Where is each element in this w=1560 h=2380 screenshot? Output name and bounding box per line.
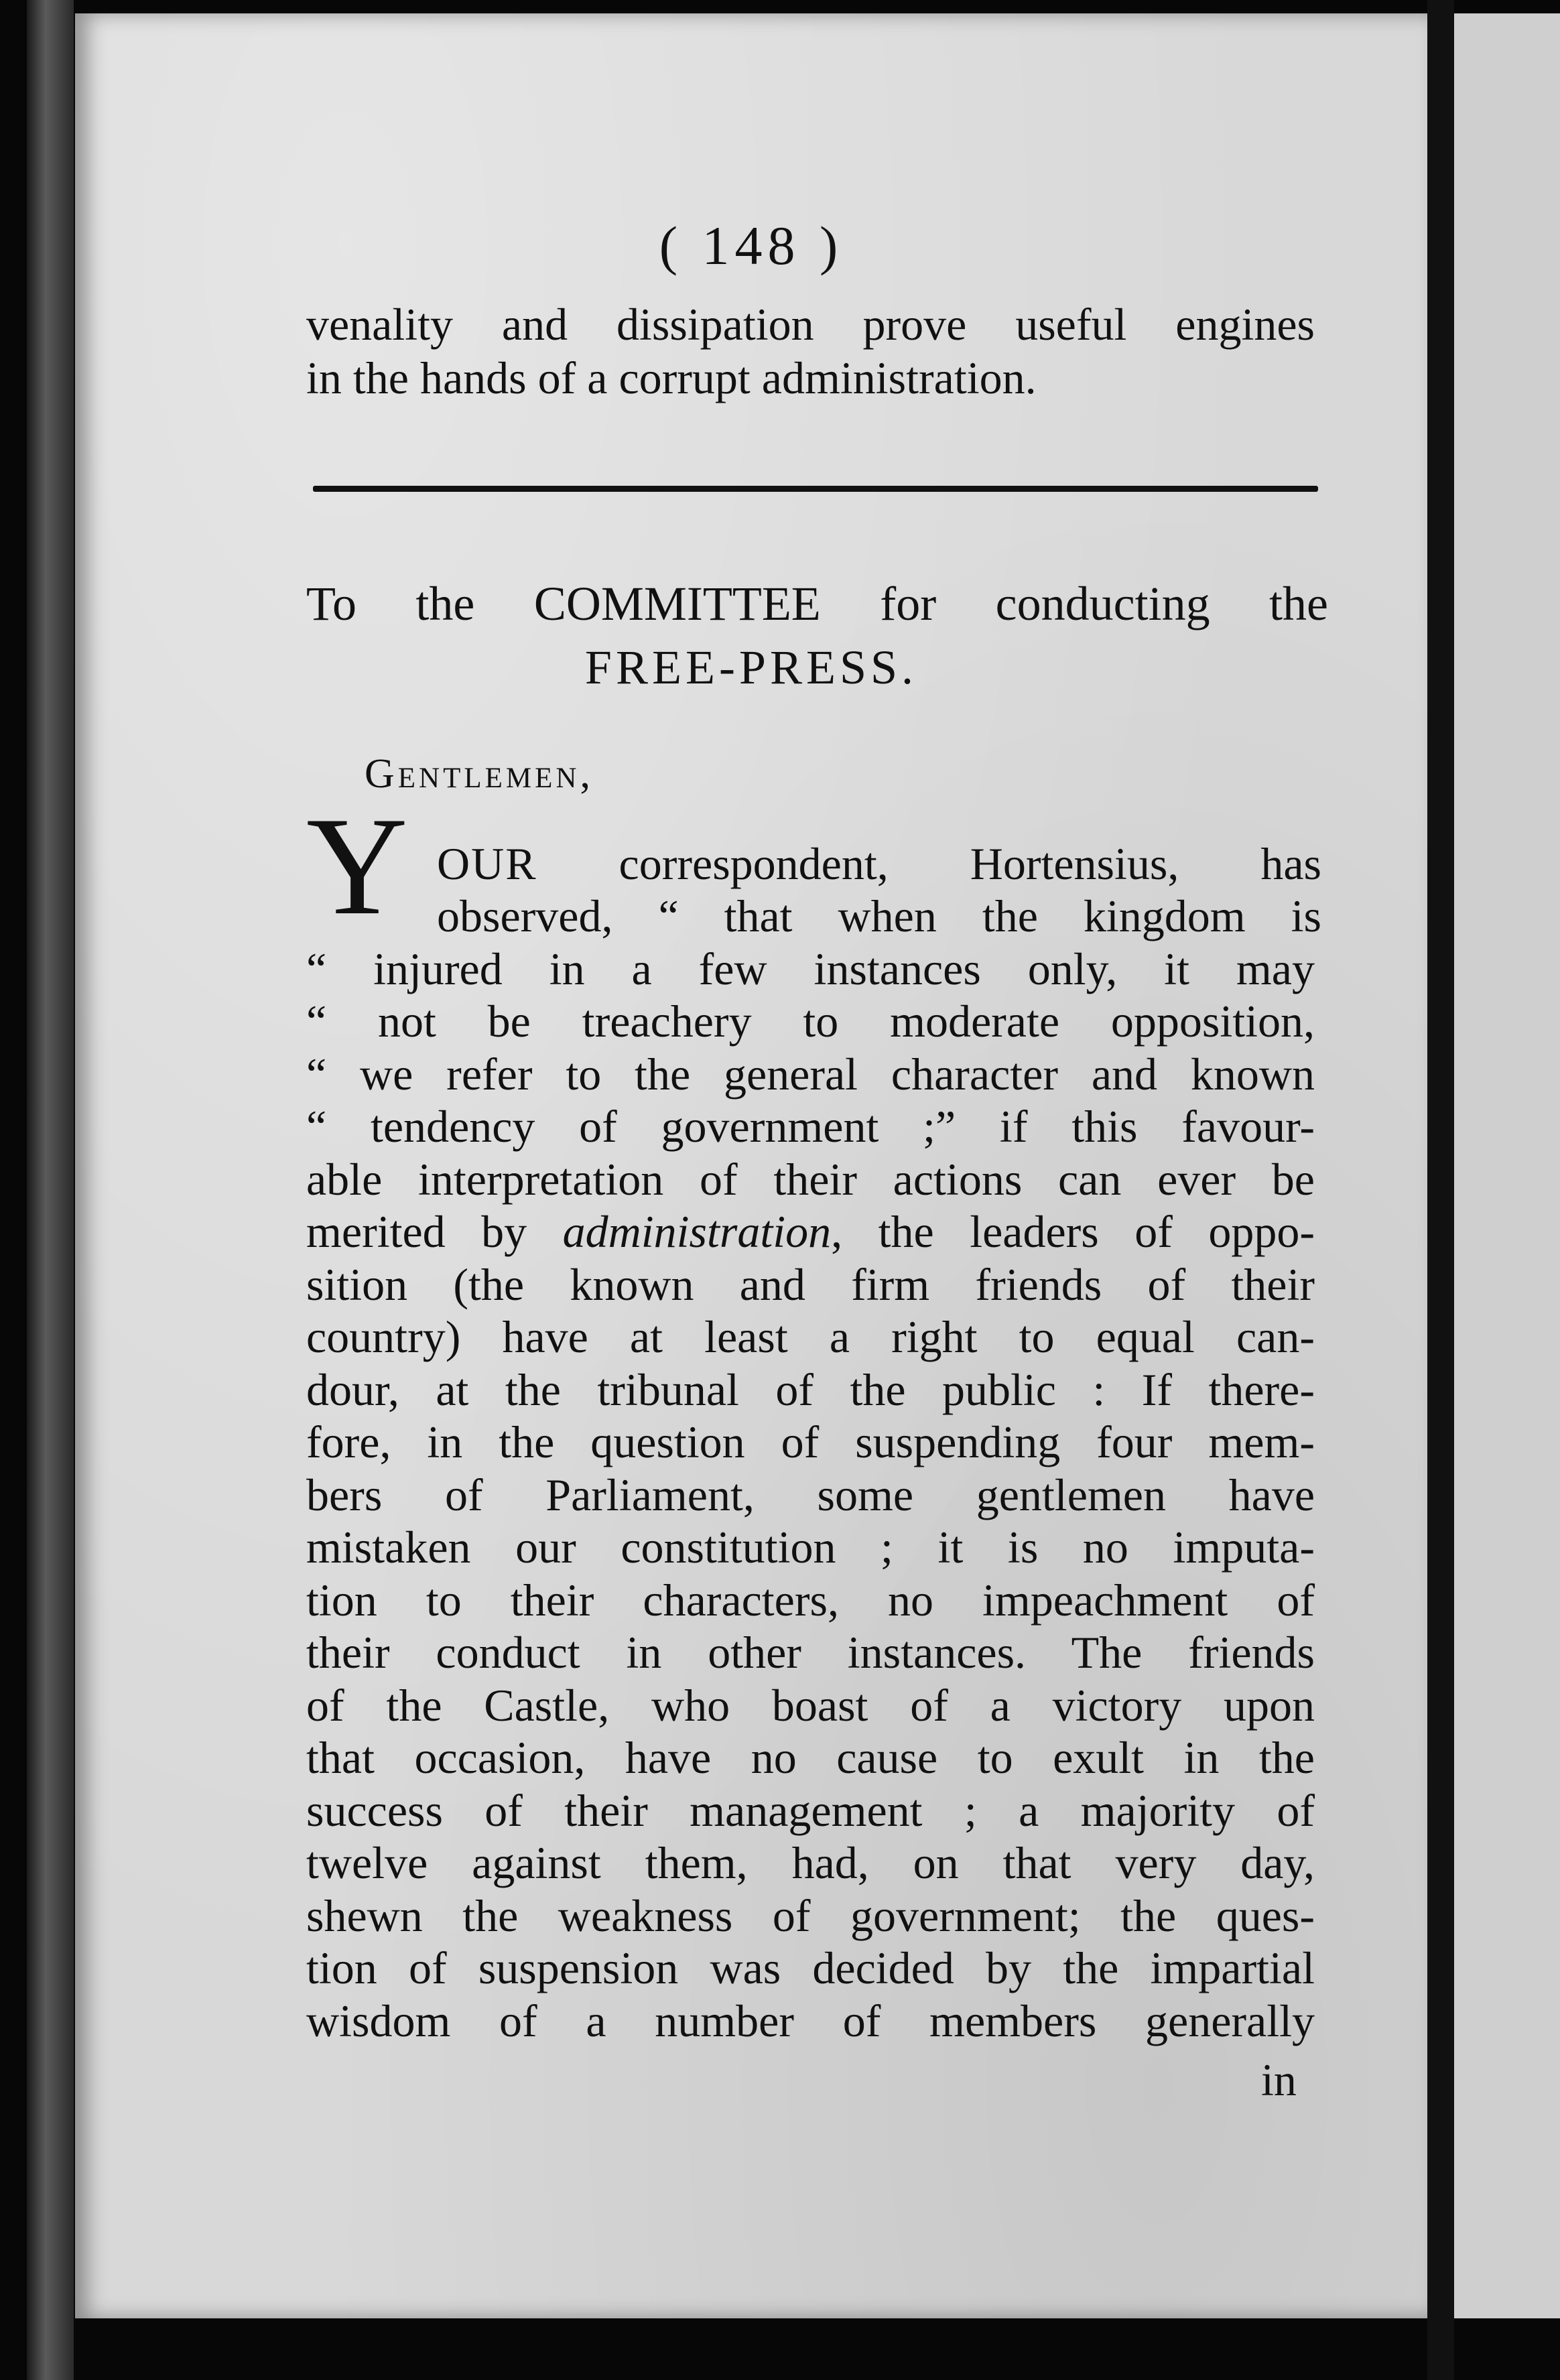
page-number: ( 148 )	[659, 215, 844, 276]
adjacent-page-edge	[1454, 13, 1560, 2318]
letter-heading-line-2: FREE-PRESS.	[584, 641, 918, 694]
body-line-7: able interpretation of their actions can ever be	[306, 1154, 1315, 1205]
body-line-22: tion of suspension was decided by the impartial	[306, 1942, 1315, 1993]
body-line-8-end: , the leaders of oppo-	[831, 1206, 1315, 1257]
body-line-1	[437, 838, 1321, 890]
body-line-2: observed, “ that when the kingdom is	[437, 890, 1321, 941]
body-line-4: “ not be treachery to moderate opposition,	[306, 996, 1315, 1047]
body-line-3: “ injured in a few instances only, it may	[306, 943, 1315, 994]
book-binding	[27, 0, 74, 2380]
body-line-6: “ tendency of government ;” if this favour-	[306, 1101, 1315, 1152]
body-line-5: “ we refer to the general character and known	[306, 1049, 1315, 1100]
body-line-16: their conduct in other instances. The friends	[306, 1627, 1315, 1678]
body-line-10: country) have at least a right to equal can-	[306, 1311, 1315, 1362]
body-line-20: twelve against them, had, on that very day,	[306, 1837, 1315, 1888]
body-first-word: OUR	[437, 838, 537, 889]
body-line-23: wisdom of a number of members generally	[306, 1995, 1315, 2046]
section-divider-rule	[313, 486, 1318, 492]
italic-word-administration: administration	[562, 1206, 832, 1257]
opening-line-2: in the hands of a corrupt administration.	[306, 352, 1037, 403]
body-line-11: dour, at the tribunal of the public : If there-	[306, 1364, 1315, 1415]
body-line-13: bers of Parliament, some gentlemen have	[306, 1469, 1315, 1520]
body-line-17: of the Castle, who boast of a victory upon	[306, 1680, 1315, 1731]
opening-line-1: venality and dissipation prove useful engines	[306, 299, 1315, 350]
letter-heading-line-1: To the COMMITTEE for conducting the	[306, 577, 1328, 631]
body-line-14: mistaken our constitution ; it is no imputa-	[306, 1522, 1315, 1573]
body-line-9: sition (the known and firm friends of their	[306, 1259, 1315, 1310]
body-line-18: that occasion, have no cause to exult in the	[306, 1732, 1315, 1783]
page-gutter	[1427, 0, 1454, 2380]
body-line-19: success of their management ; a majority of	[306, 1785, 1315, 1836]
drop-cap: Y	[306, 789, 408, 944]
body-line-1-text: correspondent, Hortensius, has	[537, 838, 1321, 889]
body-line-12: fore, in the question of suspending four mem-	[306, 1416, 1315, 1467]
page-text	[75, 13, 1427, 2318]
body-line-15: tion to their characters, no impeachment of	[306, 1575, 1315, 1626]
salutation: Gentlemen,	[365, 751, 594, 797]
body-line-8-start: merited by	[306, 1206, 563, 1257]
body-line-21: shewn the weakness of government; the ques-	[306, 1890, 1315, 1941]
catchword: in	[1261, 2054, 1297, 2105]
body-line-8	[306, 1205, 1315, 1258]
